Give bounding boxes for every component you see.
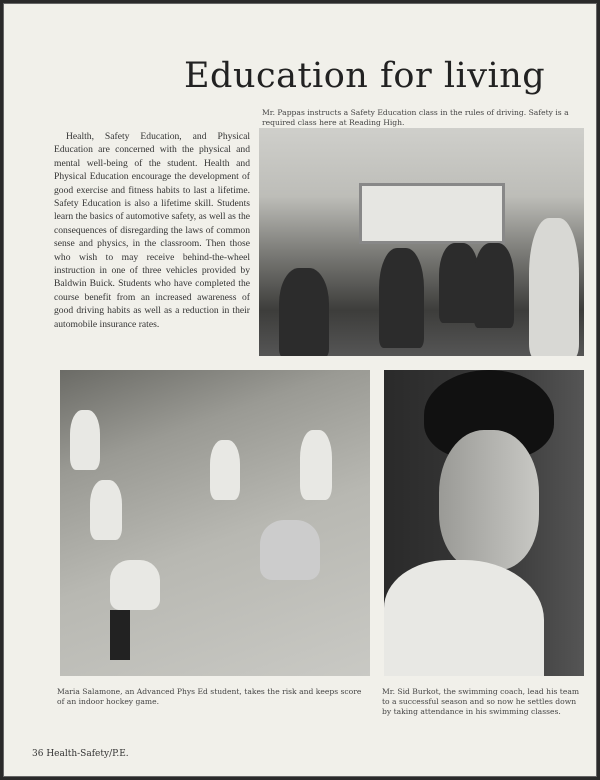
hockey-caption: Maria Salamone, an Advanced Phys Ed student, takes the risk and keeps score of an indoor hockey game. bbox=[57, 687, 362, 706]
page-title: Education for living bbox=[184, 56, 546, 96]
classroom-caption: Mr. Pappas instructs a Safety Education class in the rules of driving. Safety is a required class here at Reading High. bbox=[262, 108, 569, 127]
student-figure bbox=[379, 248, 424, 348]
student-figure bbox=[279, 268, 329, 356]
yearbook-page bbox=[3, 3, 597, 777]
player-figure bbox=[70, 410, 100, 470]
teacher-figure bbox=[529, 218, 579, 356]
player-figure bbox=[300, 430, 332, 500]
coach-caption: Mr. Sid Burkot, the swimming coach, lead his team to a successful season and so now he settles down by taking attendance in his swimming classes. bbox=[382, 687, 580, 716]
hockey-photo bbox=[60, 370, 370, 676]
player-figure bbox=[90, 480, 122, 540]
player-leg bbox=[110, 610, 130, 660]
student-figure bbox=[474, 243, 514, 328]
classroom-photo bbox=[259, 128, 584, 356]
player-figure bbox=[260, 520, 320, 580]
coach-shirt bbox=[384, 560, 544, 676]
chalkboard bbox=[359, 183, 505, 244]
page-folio: 36 Health-Safety/P.E. bbox=[32, 749, 129, 759]
coach-face bbox=[439, 430, 539, 570]
coach-portrait-photo bbox=[384, 370, 584, 676]
student-figure bbox=[439, 243, 479, 323]
player-figure bbox=[210, 440, 240, 500]
body-text: Health, Safety Education, and Physical Education are concerned with the physical and mental well-being of the student. Health and Physical Education encourage the development of good exercise and fitness habits to last a lifetime. Safety Education is also a lifetime skill. Students learn the basics of automotive safety, as well as the consequences of disregarding the laws of common sense and physics, in the classroom. Then those who wish to may receive behind-the-wheel instruction in one of three vehicles provided by Baldwin Buick. Students who have completed the course benefit from an increased awareness of good driving habits as well as a reduction in their automobile insurance rates. bbox=[54, 131, 250, 330]
player-figure bbox=[110, 560, 160, 610]
